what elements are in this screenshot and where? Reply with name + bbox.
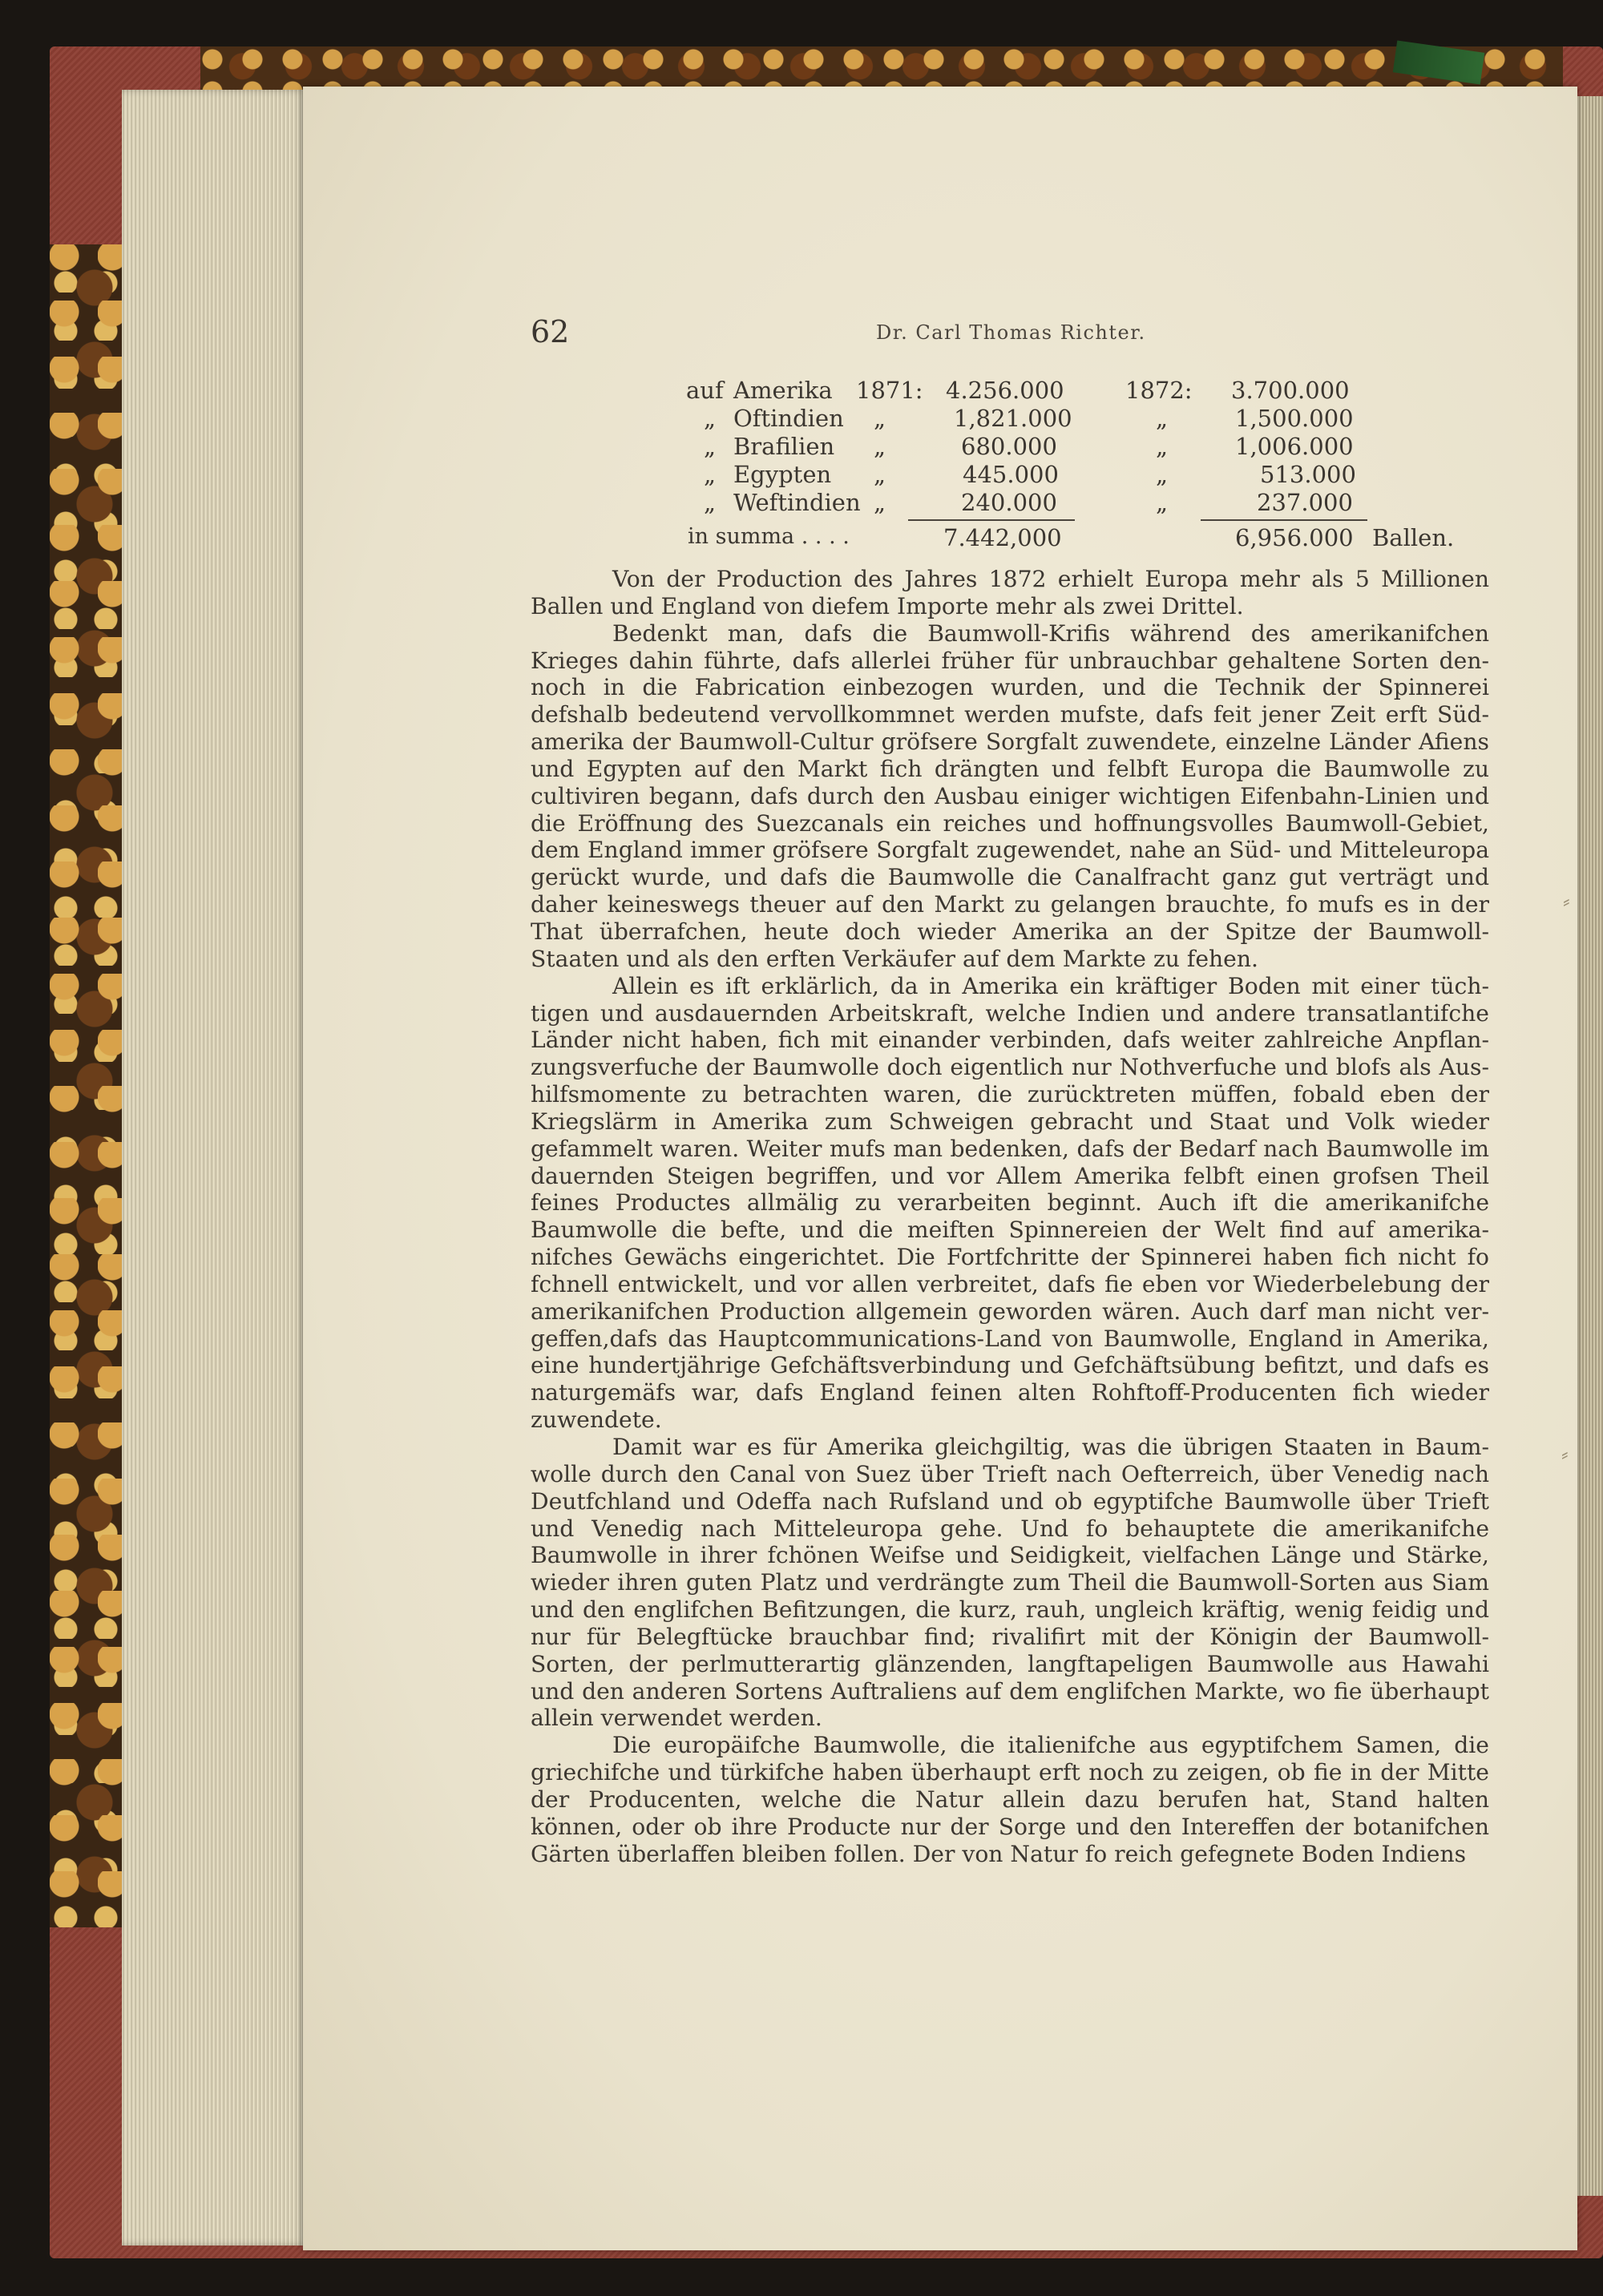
region-name: Egypten bbox=[733, 461, 832, 488]
value-1871: 4.256.000 bbox=[946, 377, 1064, 404]
text-line: Bedenkt man, dafs die Baumwoll-Krifis während des amerikanifchen bbox=[612, 619, 1489, 647]
value-1872: 3.700.000 bbox=[1231, 377, 1350, 404]
ditto-mark: „ bbox=[1156, 405, 1169, 432]
paragraph bbox=[531, 566, 1489, 620]
text-line: nur für Belegftücke brauchbar find; rivalifirt mit der Königin der Baumwoll- bbox=[531, 1623, 1489, 1650]
paragraph bbox=[531, 973, 1489, 1434]
year-label: 1872: bbox=[1125, 377, 1193, 404]
text-line: noch in die Fabrication einbezogen wurden, und die Technik der Spinnerei bbox=[531, 674, 1489, 701]
value-1872: 1,500.000 bbox=[1235, 405, 1354, 432]
text-line: amerika der Baumwoll-Cultur gröfsere Sorgfalt zuwendete, einzelne Länder Afiens bbox=[531, 728, 1489, 756]
text-line: hilfsmomente zu betrachten waren, die zurücktreten müffen, fobald eben der bbox=[531, 1081, 1489, 1108]
text-line: cultiviren begann, dafs durch den Ausbau einiger wichtigen Eifenbahn-Linien und bbox=[531, 782, 1489, 809]
text-line: Baumwolle die befte, und die meiften Spinnereien der Welt find auf amerika- bbox=[531, 1217, 1489, 1244]
value-1871: 445.000 bbox=[963, 461, 1059, 488]
text-line: dauernden Steigen begriffen, und vor Allem Amerika felbft einen grofsen Theil bbox=[531, 1162, 1489, 1189]
text-line: der Producenten, welche die Natur allein dazu berufen hat, Stand halten bbox=[531, 1786, 1489, 1813]
text-line: Damit war es für Amerika gleichgiltig, was die übrigen Staaten in Baum- bbox=[612, 1434, 1489, 1460]
sum-rule-1871 bbox=[908, 519, 1075, 521]
text-line: und den englifchen Befitzungen, die kurz, rauh, ungleich kräftig, wenig feidig und bbox=[531, 1596, 1489, 1624]
paragraph bbox=[531, 620, 1489, 973]
text-line: daher keineswegs theuer auf den Markt zu gelangen brauchte, fo mufs es in der bbox=[531, 891, 1489, 918]
pencil-mark: ⸗ bbox=[1561, 1443, 1569, 1467]
text-line: defshalb bedeutend vervollkommnet werden mufste, dafs feit jener Zeit erft Süd- bbox=[531, 701, 1489, 728]
paragraph bbox=[531, 1732, 1489, 1867]
text-line: Krieges dahin führte, dafs allerlei früher für unbrauchbar gehaltene Sorten den- bbox=[531, 647, 1489, 674]
region-name: Amerika bbox=[733, 377, 833, 404]
table-row bbox=[0, 433, 1603, 462]
total-label: in summa . . . . bbox=[688, 524, 850, 549]
text-line: Kriegslärm in Amerika zum Schweigen gebracht und Staat und Volk wieder bbox=[531, 1108, 1489, 1135]
text-line: amerikanifchen Production allgemein geworden wären. Auch darf man nicht ver- bbox=[531, 1297, 1489, 1325]
text-line: wolle durch den Canal von Suez über Trieft nach Oefterreich, über Venedig nach bbox=[531, 1460, 1489, 1487]
region-name: Oftindien bbox=[733, 405, 844, 432]
ditto-mark: „ bbox=[704, 489, 717, 516]
text-line: Länder nicht haben, fich mit einander verbinden, dafs weiter zahlreiche Anpflan- bbox=[531, 1027, 1489, 1054]
text-line: That überrafchen, heute doch wieder Amerika an der Spitze der Baumwoll- bbox=[531, 918, 1489, 945]
table-row bbox=[0, 377, 1603, 406]
total-unit: Ballen. bbox=[1372, 524, 1455, 551]
text-line: können, oder ob ihre Producte nur der Sorge und den Intereffen der botanifchen bbox=[531, 1813, 1489, 1840]
ditto-mark: „ bbox=[1156, 461, 1169, 488]
value-1872: 237.000 bbox=[1257, 489, 1353, 516]
text-line: Ballen und England von diefem Importe mehr als zwei Drittel. bbox=[531, 592, 1244, 619]
text-line: Staaten und als den erften Verkäufer auf dem Markte zu fehen. bbox=[531, 945, 1258, 972]
region-name: Weftindien bbox=[733, 489, 861, 516]
text-line: allein verwendet werden. bbox=[531, 1705, 822, 1732]
paragraph bbox=[531, 1434, 1489, 1732]
text-line: eine hundertjährige Gefchäftsverbindung und Gefchäftsübung befitzt, und dafs es bbox=[531, 1352, 1489, 1379]
text-line: Allein es ift erklärlich, da in Amerika ein kräftiger Boden mit einer tüch- bbox=[612, 972, 1489, 999]
value-1871: 1,821.000 bbox=[954, 405, 1072, 432]
value-1871: 240.000 bbox=[961, 489, 1057, 516]
text-line: dem England immer gröfsere Sorgfalt zugewendet, nahe an Süd- und Mitteleuropa bbox=[531, 837, 1489, 864]
text-line: zuwendete. bbox=[531, 1406, 662, 1434]
text-line: Sorten, der perlmutterartig glänzenden, langftapeligen Baumwolle aus Hawahi bbox=[531, 1650, 1489, 1677]
body-text bbox=[531, 566, 1489, 1868]
ditto-mark: „ bbox=[1156, 433, 1169, 460]
text-line: feines Productes allmälig zu verarbeiten beginnt. Auch ift die amerikanifche bbox=[531, 1189, 1489, 1217]
text-line: nifches Gewächs eingerichtet. Die Fortfchritte der Spinnerei haben fich nicht fo bbox=[531, 1244, 1489, 1271]
ditto-mark: „ bbox=[1156, 489, 1169, 516]
ditto-mark: „ bbox=[704, 433, 717, 460]
text-line: gerückt wurde, und dafs die Baumwolle die Canalfracht ganz gut verträgt und bbox=[531, 864, 1489, 891]
text-line: Baumwolle in ihrer fchönen Weifse und Seidigkeit, vielfachen Länge und Stärke, bbox=[531, 1542, 1489, 1569]
text-line: und Venedig nach Mitteleuropa gehe. Und fo behauptete die amerikanifche bbox=[531, 1515, 1489, 1542]
year-label: 1871: bbox=[856, 377, 923, 404]
text-line: und Egypten auf den Markt fich drängten und felbft Europa die Baumwolle zu bbox=[531, 755, 1489, 782]
table-row bbox=[0, 461, 1603, 490]
ditto-mark: „ bbox=[704, 461, 717, 488]
text-line: zungsverfuche der Baumwolle doch eigentlich nur Nothverfuche und blofs als Aus- bbox=[531, 1054, 1489, 1081]
value-1872: 1,006.000 bbox=[1235, 433, 1354, 460]
sum-rule-1872 bbox=[1201, 519, 1367, 521]
ditto-mark: „ bbox=[874, 433, 886, 460]
pencil-mark: ⸗ bbox=[1563, 890, 1570, 914]
page-number: 62 bbox=[531, 314, 570, 349]
row-prefix: auf bbox=[686, 377, 724, 404]
region-name: Brafilien bbox=[733, 433, 835, 460]
total-1871: 7.442,000 bbox=[943, 524, 1062, 551]
ditto-mark: „ bbox=[874, 461, 886, 488]
text-line: griechifche und türkifche haben überhaupt erft noch zu zeigen, ob fie in der Mitte bbox=[531, 1759, 1489, 1786]
ditto-mark: „ bbox=[704, 405, 717, 432]
table-row bbox=[0, 489, 1603, 518]
text-line: Gärten überlaffen bleiben follen. Der von Natur fo reich gefegnete Boden Indiens bbox=[531, 1840, 1467, 1867]
table-row bbox=[0, 405, 1603, 434]
text-line: Die europäifche Baumwolle, die italienifche aus egyptifchem Samen, die bbox=[612, 1732, 1489, 1759]
text-line: wieder ihren guten Platz und verdrängte zum Theil die Baumwoll-Sorten aus Siam bbox=[531, 1569, 1489, 1596]
text-line: tigen und ausdauernden Arbeitskraft, welche Indien und andere transatlantifche bbox=[531, 999, 1489, 1027]
text-line: gefammelt waren. Weiter mufs man bedenken, dafs der Bedarf nach Baumwolle im bbox=[531, 1135, 1489, 1162]
text-line: Deutfchland und Odeffa nach Rufsland und ob egyptifche Baumwolle über Trieft bbox=[531, 1487, 1489, 1515]
value-1872: 513.000 bbox=[1260, 461, 1356, 488]
text-line: und den anderen Sortens Auftraliens auf dem englifchen Markte, wo fie überhaupt bbox=[531, 1677, 1489, 1705]
running-title: Dr. Carl Thomas Richter. bbox=[876, 321, 1146, 344]
ditto-mark: „ bbox=[874, 405, 886, 432]
text-line: fchnell entwickelt, und vor allen verbreitet, dafs fie eben vor Wiederbelebung der bbox=[531, 1270, 1489, 1297]
total-1872: 6,956.000 bbox=[1235, 524, 1354, 551]
text-line: die Eröffnung des Suezcanals ein reiches und hoffnungsvolles Baumwoll-Gebiet, bbox=[531, 809, 1489, 837]
text-line: naturgemäfs war, dafs England feinen alten Rohftoff-Producenten fich wieder bbox=[531, 1379, 1489, 1406]
text-line: Von der Production des Jahres 1872 erhielt Europa mehr als 5 Millionen bbox=[612, 566, 1489, 592]
ditto-mark: „ bbox=[874, 489, 886, 516]
value-1871: 680.000 bbox=[961, 433, 1057, 460]
table-total-row bbox=[0, 524, 1603, 553]
text-line: geffen,dafs das Hauptcommunications-Land von Baumwolle, England in Amerika, bbox=[531, 1325, 1489, 1352]
